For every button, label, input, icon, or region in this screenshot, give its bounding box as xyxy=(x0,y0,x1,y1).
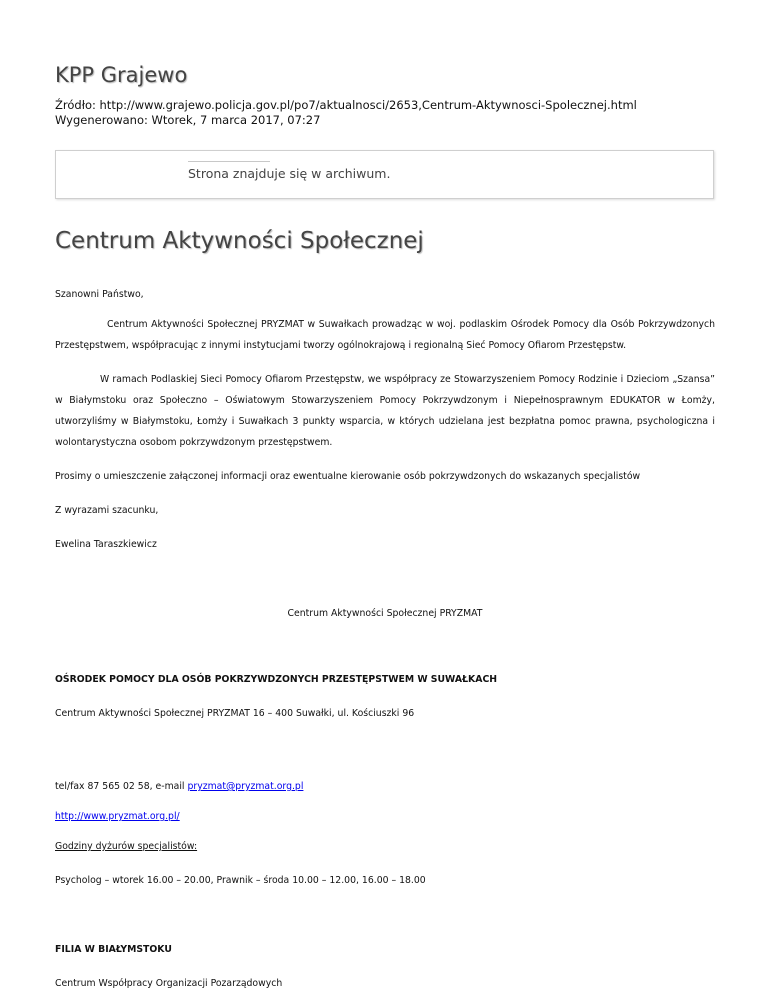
website-line xyxy=(55,806,715,827)
contact-prefix: tel/fax 87 565 02 58, e-mail xyxy=(55,781,188,792)
signature: Ewelina Taraszkiewicz xyxy=(55,539,157,550)
article-body xyxy=(55,284,715,994)
address: Centrum Aktywności Społecznej PRYZMAT 16 – 400 Suwałki, ul. Kościuszki 96 xyxy=(55,708,415,719)
hours: Psycholog – wtorek 16.00 – 20.00, Prawnik – środa 10.00 – 12.00, 16.00 – 18.00 xyxy=(55,875,426,886)
website-link[interactable]: http://www.pryzmat.org.pl/ xyxy=(55,811,180,822)
archive-divider xyxy=(188,161,270,162)
archive-notice: Strona znajduje się w archiwum. xyxy=(188,166,391,181)
archive-notice-box xyxy=(55,150,714,199)
site-title: KPP Grajewo xyxy=(55,63,188,87)
section2-org: Centrum Współpracy Organizacji Pozarządowych xyxy=(55,978,283,989)
source-line: Źródło: http://www.grajewo.policja.gov.pl/po7/aktualnosci/2653,Centrum-Aktywnosci-Spolecznej.html xyxy=(55,98,637,112)
paragraph-3: Prosimy o umieszczenie załączonej informacji oraz ewentualne kierowanie osób pokrzywdzonych do wskazanych specjalistów xyxy=(55,471,641,482)
hours-heading: Godziny dyżurów specjalistów: xyxy=(55,841,198,852)
print-meta xyxy=(55,98,637,128)
closing: Z wyrazami szacunku, xyxy=(55,505,159,516)
paragraph-2: W ramach Podlaskiej Sieci Pomocy Ofiarom Przestępstw, we współpracy ze Stowarzyszeniem Pomocy Rodzinie i Dzieciom „Szansa” w Białymstoku oraz Społeczno – Oświatowym Stowarzyszeniem Pomocy Pokrzywdzonym i Niepełnosprawnym EDUKATOR w Łomży, utworzyliśmy w Białymstoku, Łomży i Suwałkach 3 punkty wsparcia, w których udzielana jest bezpłatna pomoc prawna, psychologiczna i wolontarystyczna osobom pokrzywdzonym przestępstwem. xyxy=(55,374,715,448)
org-center-line: Centrum Aktywności Społecznej PRYZMAT xyxy=(287,608,483,619)
generated-line: Wygenerowano: Wtorek, 7 marca 2017, 07:27 xyxy=(55,113,321,127)
email-link[interactable]: pryzmat@pryzmat.org.pl xyxy=(187,781,304,792)
section2-heading: FILIA W BIAŁYMSTOKU xyxy=(55,944,172,955)
contact-line xyxy=(55,776,715,797)
article-title: Centrum Aktywności Społecznej xyxy=(55,228,424,254)
greeting: Szanowni Państwo, xyxy=(55,289,144,300)
paragraph-1: Centrum Aktywności Społecznej PRYZMAT w Suwałkach prowadząc w woj. podlaskim Ośrodek Pomocy dla Osób Pokrzywdzonych Przestępstwem, współpracując z innymi instytucjami tworzy ogólnokrajową i regionalną Sieć Pomocy Ofiarom Przestępstw. xyxy=(55,319,715,351)
section1-heading: OŚRODEK POMOCY DLA OSÓB POKRZYWDZONYCH PRZESTĘPSTWEM W SUWAŁKACH xyxy=(55,674,498,685)
